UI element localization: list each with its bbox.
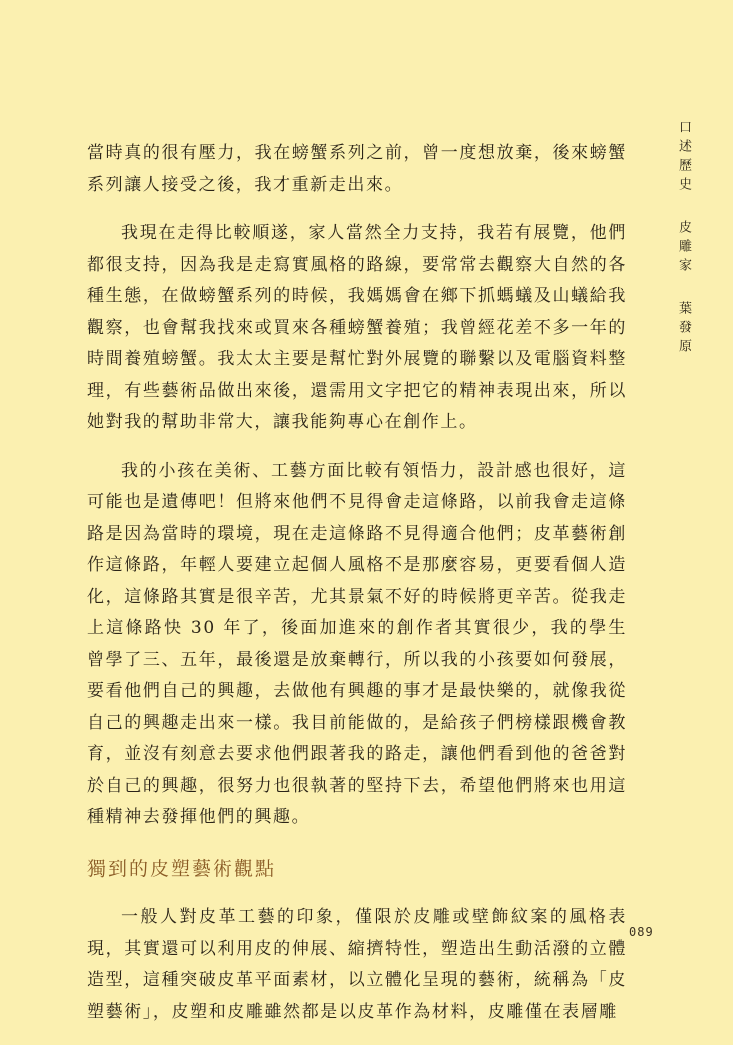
paragraph-2: 我現在走得比較順遂，家人當然全力支持，我若有展覽，他們都很支持，因為我是走寫實風格的路線，要常常去觀察大自然的各種生態，在做螃蟹系列的時候，我媽媽會在鄉下抓螞蟻及山蟻給我觀察，也會幫我找來或買來各種螃蟹養殖；我曾經花差不多一年的時間養殖螃蟹。我太太主要是幫忙對外展覽的聯繫以及電腦資料整理，有些藝術品做出來後，還需用文字把它的精神表現出來，所以她對我的幫助非常大，讓我能夠專心在創作上。	[87, 223, 627, 432]
page-number: 089	[629, 925, 654, 939]
section-paragraph: 一般人對皮革工藝的印象，僅限於皮雕或壁飾紋案的風格表現，其實還可以利用皮的伸展、縮擠特性，塑造出生動活潑的立體造型，這種突破皮革平面素材，以立體化呈現的藝術，統稱為「皮塑藝術」，皮塑和皮雕雖然都是以皮革作為材料，皮雕僅在表層雕	[87, 907, 627, 1022]
running-header	[674, 120, 693, 358]
series-title: 口述歷史	[676, 120, 691, 196]
subject-title: 皮雕家	[676, 220, 691, 278]
section-heading: 獨到的皮塑藝術觀點	[87, 857, 277, 880]
main-text	[87, 138, 627, 1045]
person-name: 葉發原	[676, 301, 691, 359]
paragraph-1: 當時真的很有壓力，我在螃蟹系列之前，曾一度想放棄，後來螃蟹系列讓人接受之後，我才重新走出來。	[87, 143, 627, 195]
paragraph-3: 我的小孩在美術、工藝方面比較有領悟力，設計感也很好，這可能也是遺傳吧！但將來他們不見得會走這條路，以前我會走這條路是因為當時的環境，現在走這條路不見得適合他們；皮革藝術創作這條路，年輕人要建立起個人風格不是那麼容易，更要看個人造化，這條路其實是很辛苦，尤其景氣不好的時候將更辛苦。從我走上這條路快 30 年了，後面加進來的創作者其實很少，我的學生曾學了三、五年，最後還是放棄轉行，所以我的小孩要如何發展，要看他們自己的興趣，去做他有興趣的事才是最快樂的，就像我從自己的興趣走出來一樣。我目前能做的，是給孩子們榜樣跟機會教育，並沒有刻意去要求他們跟著我的路走，讓他們看到他的爸爸對於自己的興趣，很努力也很執著的堅持下去，希望他們將來也用這種精神去發揮他們的興趣。	[87, 460, 627, 827]
